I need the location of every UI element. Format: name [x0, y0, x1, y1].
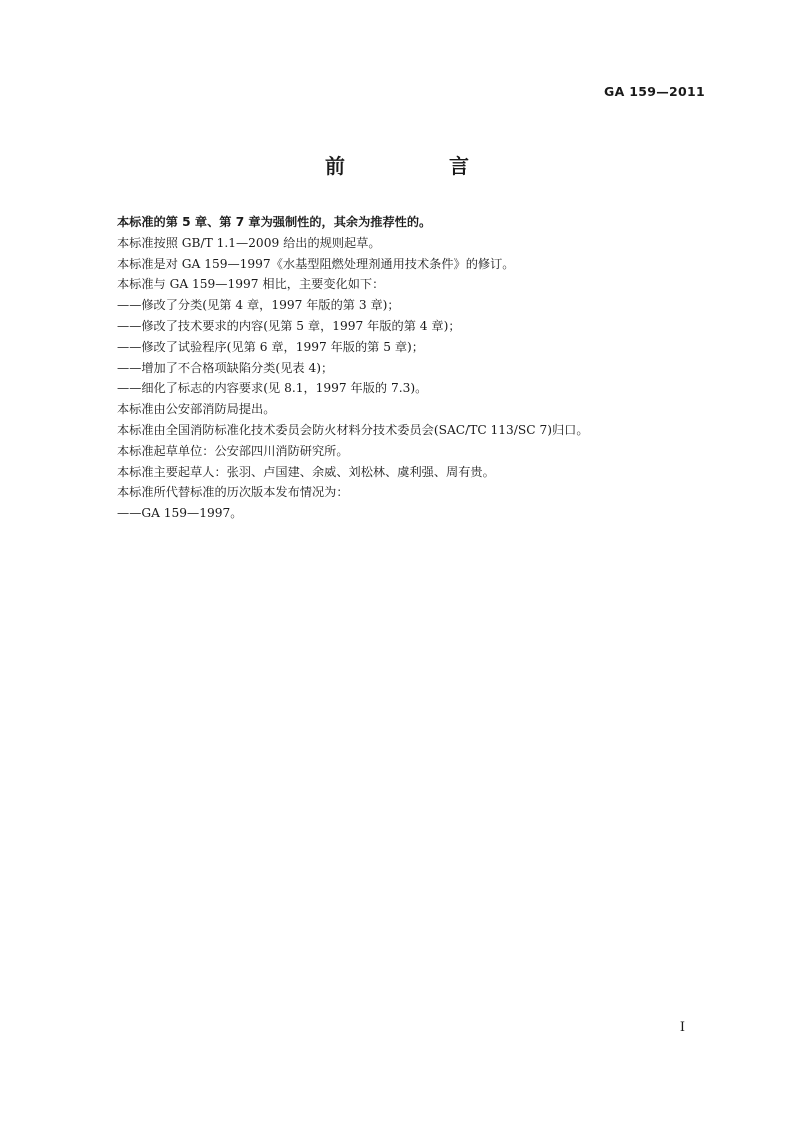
paragraph-proposed-by: 本标准由公安部消防局提出。: [117, 402, 276, 417]
page-title: 前 言: [325, 154, 511, 178]
previous-edition-item: ——GA 159—1997。: [117, 506, 243, 521]
paragraph-revision-of: 本标准是对 GA 159—1997《水基型阻燃处理剂通用技术条件》的修订。: [117, 256, 515, 271]
page-number: I: [679, 1020, 685, 1035]
paragraph-drafting-unit: 本标准起草单位：公安部四川消防研究所。: [117, 443, 349, 458]
change-item: ——修改了试验程序(见第 6 章，1997 年版的第 5 章)；: [117, 339, 424, 354]
change-item: ——细化了标志的内容要求(见 8.1，1997 年版的 7.3)。: [117, 381, 428, 396]
standard-code: GA 159—2011: [604, 84, 705, 99]
change-item: ——增加了不合格项缺陷分类(见表 4)；: [117, 360, 334, 375]
change-item: ——修改了分类(见第 4 章，1997 年版的第 3 章)；: [117, 298, 400, 313]
paragraph-previous-editions: 本标准所代替标准的历次版本发布情况为：: [117, 485, 349, 500]
change-item: ——修改了技术要求的内容(见第 5 章，1997 年版的第 4 章)；: [117, 318, 461, 333]
paragraph-mandatory-chapters: 本标准的第 5 章、第 7 章为强制性的，其余为推荐性的。: [117, 215, 432, 229]
paragraph-main-changes: 本标准与 GA 159—1997 相比，主要变化如下：: [117, 277, 385, 292]
preface-body: [117, 212, 697, 524]
paragraph-drafters: 本标准主要起草人：张羽、卢国建、余威、刘松林、虞利强、周有贵。: [117, 464, 495, 479]
paragraph-administered-by: 本标准由全国消防标准化技术委员会防火材料分技术委员会(SAC/TC 113/SC 7)归口。: [117, 422, 589, 437]
paragraph-drafting-rules: 本标准按照 GB/T 1.1—2009 给出的规则起草。: [117, 235, 381, 250]
